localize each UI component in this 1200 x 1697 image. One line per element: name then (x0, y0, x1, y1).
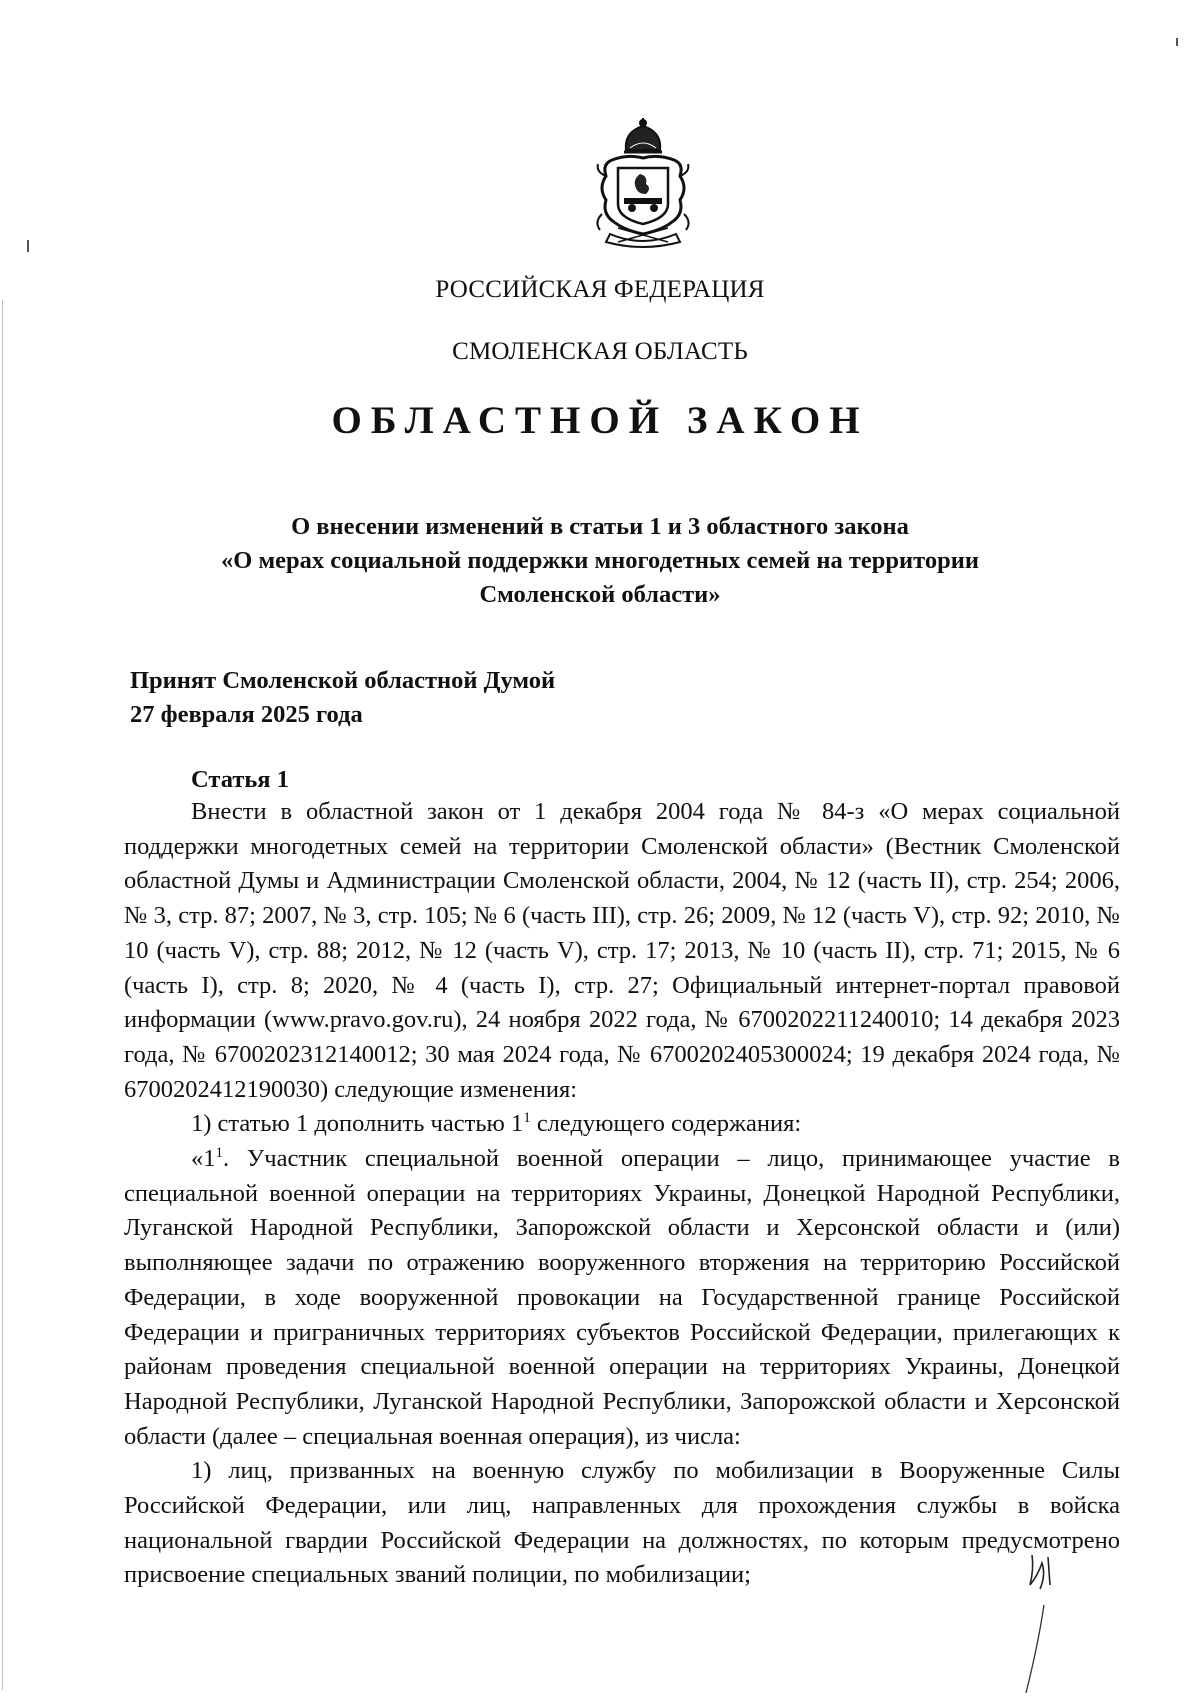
amendment-item-1 (124, 1107, 1120, 1142)
scan-edge-line (2, 300, 3, 1690)
adoption-body: Принят Смоленской областной Думой (130, 667, 556, 694)
quoted-part-sup: 1 (215, 1145, 223, 1162)
quoted-part-1-1 (124, 1142, 1120, 1454)
adoption-info (130, 664, 555, 732)
quoted-part-text: . Участник специальной военной операции – лицо, принимающее участие в специальной военной операции на территориях Украины, Донецкой Народной Республики, Луганской Народной Республики, Запорожской области и Херсонской области и (или) выполняющее задачи по отражению вооруженного вторжения на территорию Российской Федерации, в ходе вооруженной провокации на Государственной границе Российской Федерации и приграничных территориях субъектов Российской Федерации, прилегающих к районам проведения специальной военной операции на территориях Украины, Донецкой Народной Республики, Луганской Народной Республики, Запорожской области и Херсонской области (далее – специальная военная операция), из числа: (124, 1145, 1120, 1450)
subject-line-2: «О мерах социальной поддержки многодетных семей на территории (221, 547, 979, 574)
quoted-part-prefix: «1 (191, 1145, 216, 1173)
adoption-date: 27 февраля 2025 года (130, 701, 363, 728)
amendment-item-1-sup: 1 (523, 1110, 531, 1127)
handwritten-signature (1020, 1545, 1110, 1695)
subject-line-3: Смоленской области» (479, 581, 721, 608)
amendment-item-1-prefix: 1) статью 1 дополнить частью 1 (191, 1110, 524, 1138)
scan-speck (1176, 38, 1178, 46)
scan-speck (27, 240, 29, 252)
article-intro-paragraph: Внести в областной закон от 1 декабря 2004 года № 84-з «О мерах социальной поддержки многодетных семей на территории Смоленской области» (Вестник Смоленской областной Думы и Администрации Смоленской области, 2004, № 12 (часть II), стр. 254; 2006, № 3, стр. 87; 2007, № 3, стр. 105; № 6 (часть III), стр. 26; 2009, № 12 (часть V), стр. 92; 2010, № 10 (часть V), стр. 88; 2012, № 12 (часть V), стр. 17; 2013, № 10 (часть II), стр. 71; 2015, № 6 (часть I), стр. 8; 2020, № 4 (часть I), стр. 27; Официальный интернет-портал правовой информации (www.pravo.gov.ru), 24 ноября 2022 года, № 6700202211240010; 14 декабря 2023 года, № 6700202312140012; 30 мая 2024 года, № 6700202405300024; 19 декабря 2024 года, № 6700202412190030) следующие изменения: (124, 798, 1120, 1103)
subject-line-1: О внесении изменений в статьи 1 и 3 областного закона (291, 513, 909, 540)
region-heading: СМОЛЕНСКАЯ ОБЛАСТЬ (452, 338, 748, 365)
document-type-title: ОБЛАСТНОЙ ЗАКОН (331, 399, 869, 442)
article-heading: Статья 1 (191, 766, 289, 793)
coat-of-arms-emblem (588, 118, 698, 250)
amendment-item-1-suffix: следующего содержания: (530, 1110, 802, 1138)
sub-item-1: 1) лиц, призванных на военную службу по мобилизации в Вооруженные Силы Российской Федерации, или лиц, направленных для прохождения службы в войска национальной гвардии Российской Федерации на должностях, по которым предусмотрено присвоение специальных званий полиции, по мобилизации; (124, 1457, 1120, 1589)
article-body (124, 795, 1120, 1593)
country-heading: РОССИЙСКАЯ ФЕДЕРАЦИЯ (435, 276, 765, 303)
